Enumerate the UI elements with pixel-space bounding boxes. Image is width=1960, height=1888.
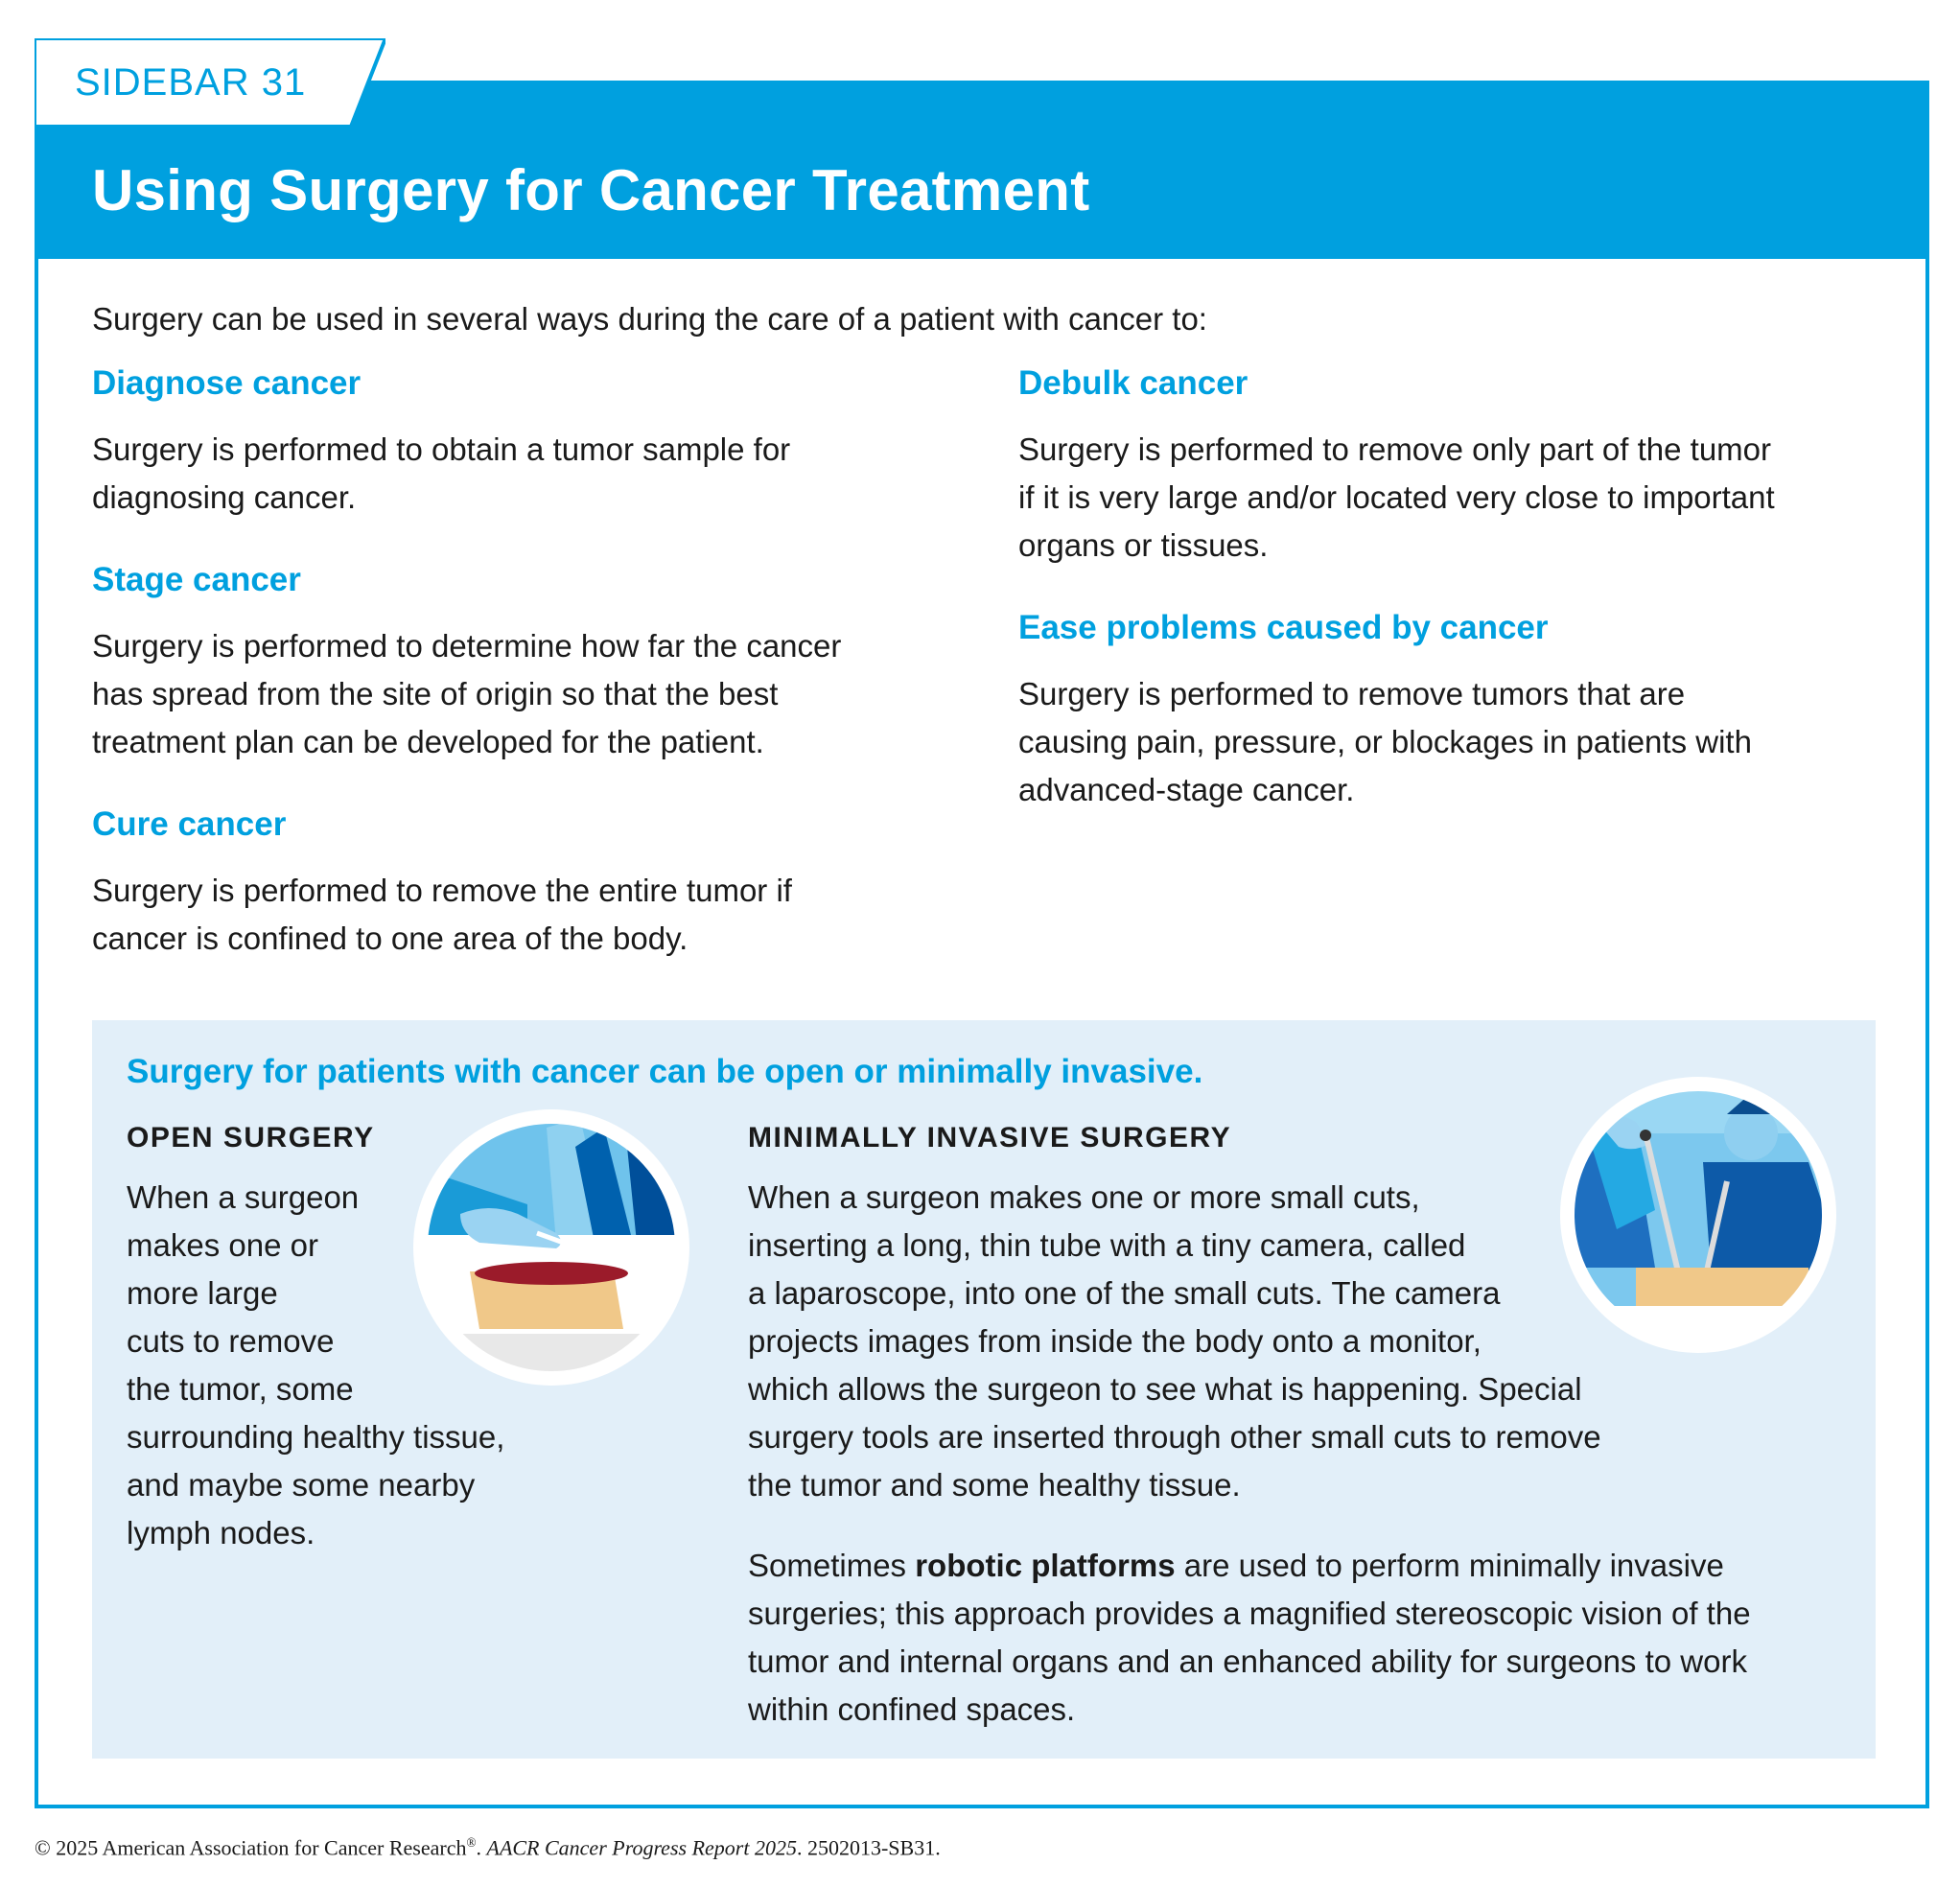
text-line: diagnosing cancer. (92, 479, 357, 515)
text-line: the tumor, some (127, 1371, 354, 1407)
text-ease (1018, 670, 1752, 814)
heading-cure: Cure cancer (92, 805, 287, 843)
open-surgery-illustration-icon (412, 1108, 690, 1387)
footer-report-title: AACR Cancer Progress Report 2025 (486, 1835, 797, 1860)
text-line: lymph nodes. (127, 1515, 315, 1550)
text-line: and maybe some nearby (127, 1467, 476, 1503)
heading-diagnose: Diagnose cancer (92, 364, 362, 402)
text-diagnose (92, 426, 790, 522)
text-line: the tumor and some healthy tissue. (748, 1467, 1241, 1503)
panel-title: Surgery for patients with cancer can be open or minimally invasive. (127, 1053, 1203, 1090)
text-line: more large (127, 1275, 278, 1311)
heading-debulk: Debulk cancer (1018, 364, 1248, 402)
text-cure (92, 867, 792, 963)
text-line: cancer is confined to one area of the body. (92, 921, 688, 956)
minimally-invasive-text (748, 1174, 1601, 1509)
text-line (748, 1542, 1751, 1590)
text-line: Surgery is performed to remove tumors that are (1018, 676, 1686, 711)
intro-text: Surgery can be used in several ways during the care of a patient with cancer to: (92, 301, 1207, 337)
footer-separator: . (476, 1835, 487, 1860)
footer-citation (35, 1835, 941, 1860)
heading-ease: Ease problems caused by cancer (1018, 609, 1549, 646)
text-line: organs or tissues. (1018, 527, 1269, 563)
text-line: Surgery is performed to obtain a tumor sample for (92, 431, 791, 467)
text-line: surgery tools are inserted through other small cuts to remove (748, 1419, 1601, 1455)
text-line: if it is very large and/or located very close to important (1018, 479, 1775, 515)
laparoscopic-surgery-illustration-icon (1559, 1076, 1837, 1354)
page-title: Using Surgery for Cancer Treatment (92, 158, 1090, 222)
text-debulk (1018, 426, 1775, 570)
open-surgery-heading: OPEN SURGERY (127, 1122, 375, 1154)
text-line: has spread from the site of origin so that the best (92, 676, 779, 711)
text-line: advanced-stage cancer. (1018, 772, 1355, 807)
text-line: within confined spaces. (748, 1691, 1076, 1727)
text-line: Surgery is performed to determine how far the cancer (92, 628, 842, 664)
text-line: When a surgeon makes one or more small cuts, (748, 1179, 1420, 1215)
text-line: inserting a long, thin tube with a tiny camera, called (748, 1227, 1466, 1263)
text-line: When a surgeon (127, 1179, 360, 1215)
robotic-prefix: Sometimes (748, 1548, 916, 1583)
sidebar-tab-label: SIDEBAR 31 (75, 61, 307, 104)
text-line: treatment plan can be developed for the patient. (92, 724, 764, 759)
footer-code: . 2502013-SB31. (796, 1835, 941, 1860)
text-line: Surgery is performed to remove the entire tumor if (92, 873, 792, 908)
footer-reg-mark: ® (466, 1835, 477, 1850)
text-line: which allows the surgeon to see what is happening. Special (748, 1371, 1582, 1407)
text-line: a laparoscope, into one of the small cuts. The camera (748, 1275, 1501, 1311)
text-line: Surgery is performed to remove only part of the tumor (1018, 431, 1772, 467)
text-line: tumor and internal organs and an enhanced ability for surgeons to work (748, 1643, 1747, 1679)
robotic-platforms-text (748, 1542, 1751, 1734)
footer-copyright: © 2025 American Association for Cancer Research (35, 1835, 467, 1860)
text-line: makes one or (127, 1227, 318, 1263)
text-stage (92, 622, 841, 766)
text-line: causing pain, pressure, or blockages in patients with (1018, 724, 1752, 759)
text-line: projects images from inside the body onto a monitor, (748, 1323, 1482, 1359)
text-line: surgeries; this approach provides a magnified stereoscopic vision of the (748, 1596, 1751, 1631)
text-line: cuts to remove (127, 1323, 335, 1359)
minimally-invasive-heading: MINIMALLY INVASIVE SURGERY (748, 1122, 1232, 1154)
robotic-suffix: are used to perform minimally invasive (1175, 1548, 1724, 1583)
text-line: surrounding healthy tissue, (127, 1419, 505, 1455)
robotic-platforms-term: robotic platforms (915, 1548, 1176, 1583)
heading-stage: Stage cancer (92, 561, 301, 598)
